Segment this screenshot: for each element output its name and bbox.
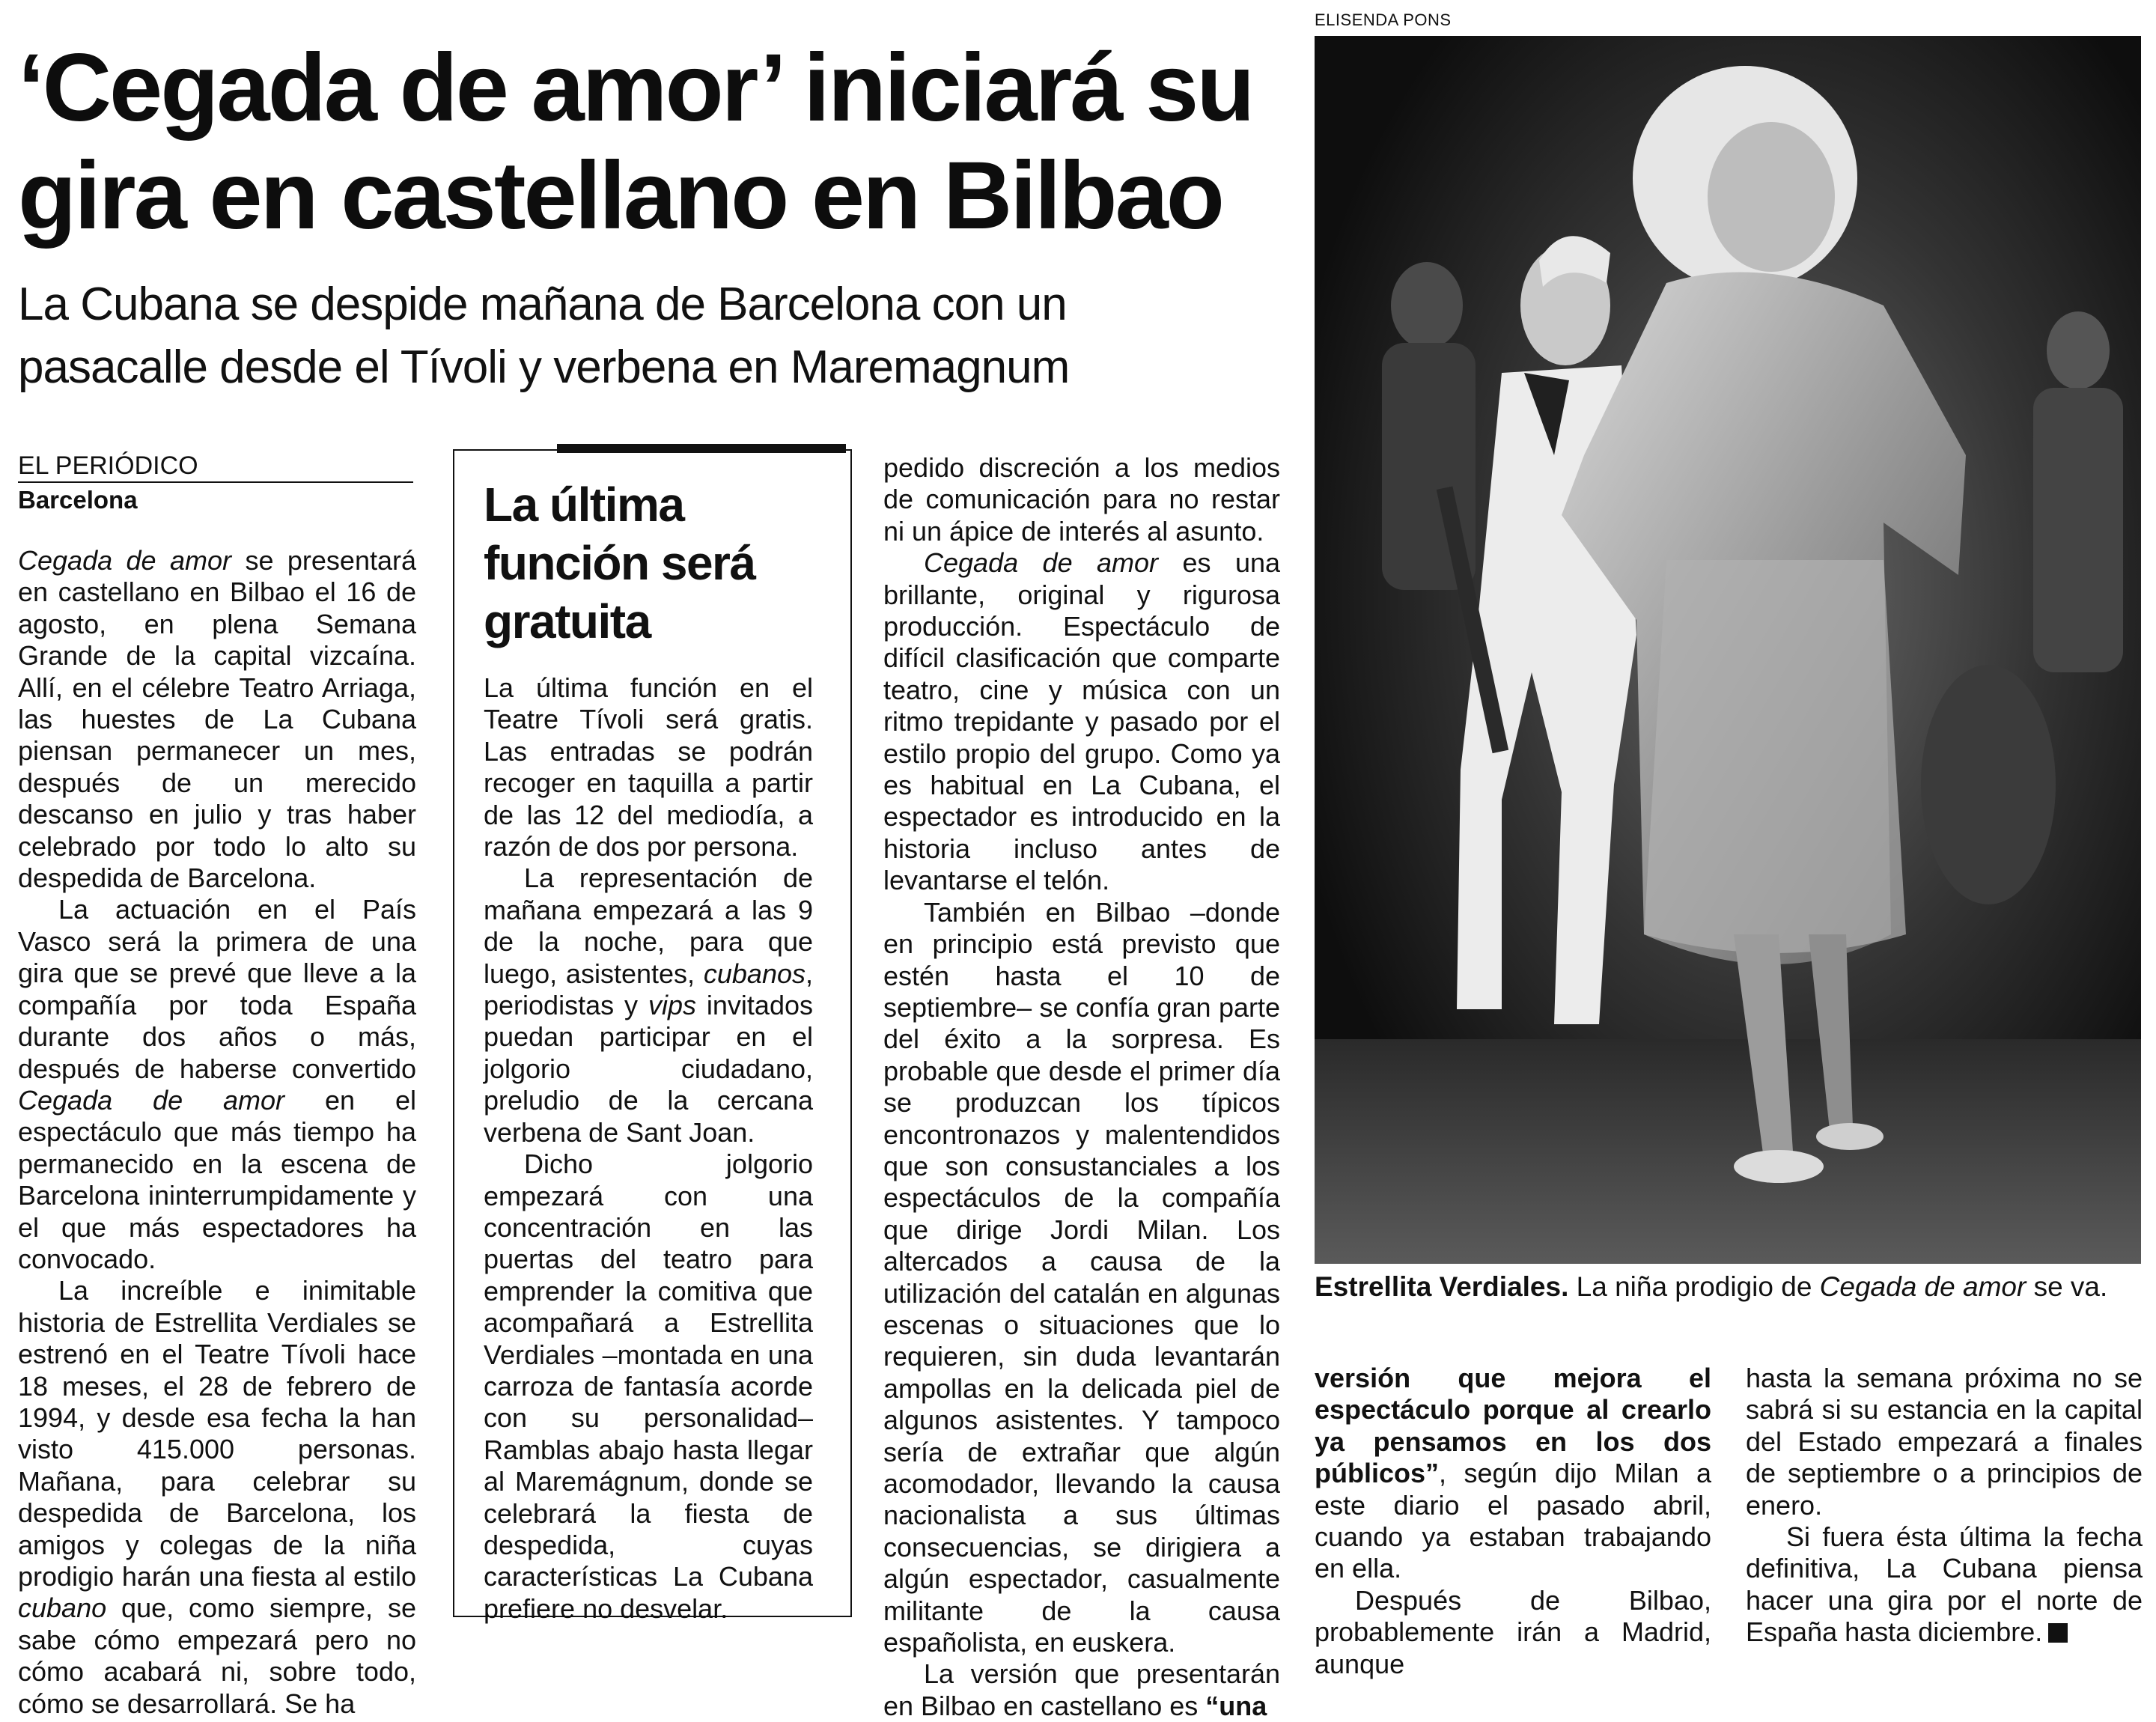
caption-name: Estrellita Verdiales. bbox=[1315, 1271, 1569, 1302]
headline-line-1: ‘Cegada de amor’ iniciará su bbox=[18, 34, 1253, 142]
italic-word: vips bbox=[648, 990, 696, 1021]
article-column-3 bbox=[883, 452, 1280, 1722]
sidebar-paragraph: Dicho jolgorio empezará con una concentración en las puertas del teatro para emprender la comitiva que acompañará a Estrellita Verdiales –montada en una carroza de fantasía acorde con su personalidad– Ramblas abajo hasta llegar al Maremágnum, donde se celebrará la fiesta de despedida, cuyas características La Cubana prefiere no desvelar. bbox=[484, 1148, 813, 1624]
byline-city: Barcelona bbox=[18, 486, 138, 514]
article-paragraph: Después de Bilbao, probablemente irán a Madrid, aunque bbox=[1315, 1584, 1711, 1679]
article-paragraph bbox=[883, 1658, 1280, 1722]
article-paragraph bbox=[18, 1275, 416, 1720]
paragraph-text: en el espectáculo que más tiempo ha permanecido en la escena de Barcelona ininterrumpidamente y el que más espectadores ha convocado. bbox=[18, 1084, 416, 1274]
subheadline-line-2: pasacalle desde el Tívoli y verbena en Maremagnum bbox=[18, 341, 1070, 393]
paragraph-text: que, como siempre, se sabe cómo empezará pero no cómo acabará ni, sobre todo, cómo se desarrollará. Se ha bbox=[18, 1592, 416, 1719]
photo-caption bbox=[1315, 1270, 2141, 1304]
paragraph-text: Si fuera ésta última la fecha definitiva, La Cubana piensa hacer una gira por el norte de España hasta diciembre. bbox=[1746, 1521, 2143, 1648]
bold-quote: versión que mejora el espectáculo porque al crearlo ya pensamos en los dos públicos” bbox=[1315, 1363, 1711, 1489]
stage-photo bbox=[1315, 36, 2141, 1264]
article-column-1 bbox=[18, 545, 416, 1720]
paragraph-text: , según dijo Milan a este diario el pasado abril, cuando ya estaban trabajando en ella. bbox=[1315, 1458, 1711, 1584]
photo-credit: ELISENDA PONS bbox=[1315, 10, 1452, 29]
sidebar-paragraph bbox=[484, 862, 813, 1148]
sidebar-top-bar bbox=[557, 444, 846, 453]
italic-title: Cegada de amor bbox=[924, 547, 1159, 579]
paragraph-text: La representación de mañana empezará a las 9 de la noche, para que luego, asistentes, bbox=[484, 862, 813, 989]
article-paragraph: pedido discreción a los medios de comunicación para no restar ni un ápice de interés al asunto. bbox=[883, 452, 1280, 547]
sidebar-title: La última función será gratuita bbox=[484, 478, 755, 648]
caption-text: La niña prodigio de bbox=[1568, 1271, 1820, 1302]
stage-photo-illustration bbox=[1315, 36, 2141, 1264]
article-paragraph: También en Bilbao –donde en principio está previsto que estén hasta el 10 de septiembre– se confía gran parte del éxito a la sorpresa. Es probable que desde el primer día se produzcan los típicos encontronazos y malentendidos que son consustanciales a los espectáculos de la compañía que dirige Jordi Milan. Los altercados a causa de la utilización del catalán en algunas escenas o situaciones que lo requieren, sin duda levantarán ampollas en la delicada piel de algunos asistentes. Y tampoco sería de extrañar que algún acomodador, llevando la causa nacionalista a sus últimas consecuencias, se dirigiera a algún espectador, casualmente militante de la causa españolista, en euskera. bbox=[883, 896, 1280, 1658]
paragraph-text: La versión que presentarán en Bilbao en castellano es bbox=[883, 1658, 1280, 1721]
subheadline bbox=[18, 273, 1283, 399]
article-paragraph bbox=[1746, 1363, 2143, 1649]
article-paragraph bbox=[1315, 1363, 1711, 1585]
paragraph-text: La increíble e inimitable historia de Estrellita Verdiales se estrenó en el Teatre Tívoli hace 18 meses, el 28 de febrero de 1994, y desde esa fecha la han visto 415.000 personas. Mañana, para celebrar su despedida de Barcelona, los amigos y colegas de la niña prodigio harán una fiesta al estilo bbox=[18, 1275, 416, 1592]
headline bbox=[18, 34, 1283, 250]
byline-publication: EL PERIÓDICO bbox=[18, 451, 413, 483]
caption-italic-title: Cegada de amor bbox=[1819, 1271, 2026, 1302]
article-paragraph bbox=[18, 545, 416, 894]
subheadline-line-1: La Cubana se despide mañana de Barcelona con un bbox=[18, 279, 1067, 330]
paragraph-text: La actuación en el País Vasco será la primera de una gira que se prevé que lleve a la compañía por toda España durante dos años o más, después de haberse convertido bbox=[18, 894, 416, 1084]
paragraph-text: se presentará en castellano en Bilbao el 16 de agosto, en plena Semana Grande de la capital vizcaína. Allí, en el célebre Teatro Arriaga, las huestes de La Cubana piensan permanecer un mes, después de un merecido descanso en julio y tras haber celebrado por todo lo alto su despedida de Barcelona. bbox=[18, 545, 416, 894]
paragraph-text: invitados puedan participar en el jolgorio ciudadano, preludio de la cercana verbena de Sant Joan. bbox=[484, 990, 813, 1148]
paragraph-text: es una brillante, original y rigurosa producción. Espectáculo de difícil clasificación que comparte teatro, cine y música con un ritmo trepidante y pasado por el estilo propio del grupo. Como ya es habitual en La Cubana, el espectador es introducido en la historia incluso antes de levantarse el telón. bbox=[883, 547, 1281, 896]
italic-word: cubanos bbox=[703, 958, 806, 989]
italic-title: Cegada de amor bbox=[18, 1084, 285, 1116]
italic-word: cubano bbox=[18, 1592, 107, 1624]
italic-title: Cegada de amor bbox=[18, 545, 232, 576]
sidebar-body bbox=[484, 672, 813, 1625]
end-of-article-mark bbox=[2048, 1623, 2068, 1643]
paragraph-text: , periodistas y bbox=[484, 958, 813, 1021]
article-paragraph bbox=[883, 547, 1280, 896]
paragraph-text: hasta la semana próxima no se sabrá si su estancia en la capital del Estado empezará a finales de septiembre o a principios de enero. bbox=[1746, 1363, 2143, 1521]
headline-line-2: gira en castellano en Bilbao bbox=[18, 142, 1222, 249]
sidebar-paragraph: La última función en el Teatre Tívoli será gratis. Las entradas se podrán recoger en taquilla a partir de las 12 del mediodía, a razón de dos por persona. bbox=[484, 672, 813, 862]
caption-text: se va. bbox=[2026, 1271, 2108, 1302]
article-column-5 bbox=[1746, 1363, 2143, 1649]
bold-quote: “una bbox=[1205, 1690, 1267, 1721]
article-column-4 bbox=[1315, 1363, 1711, 1680]
article-paragraph bbox=[18, 894, 416, 1275]
